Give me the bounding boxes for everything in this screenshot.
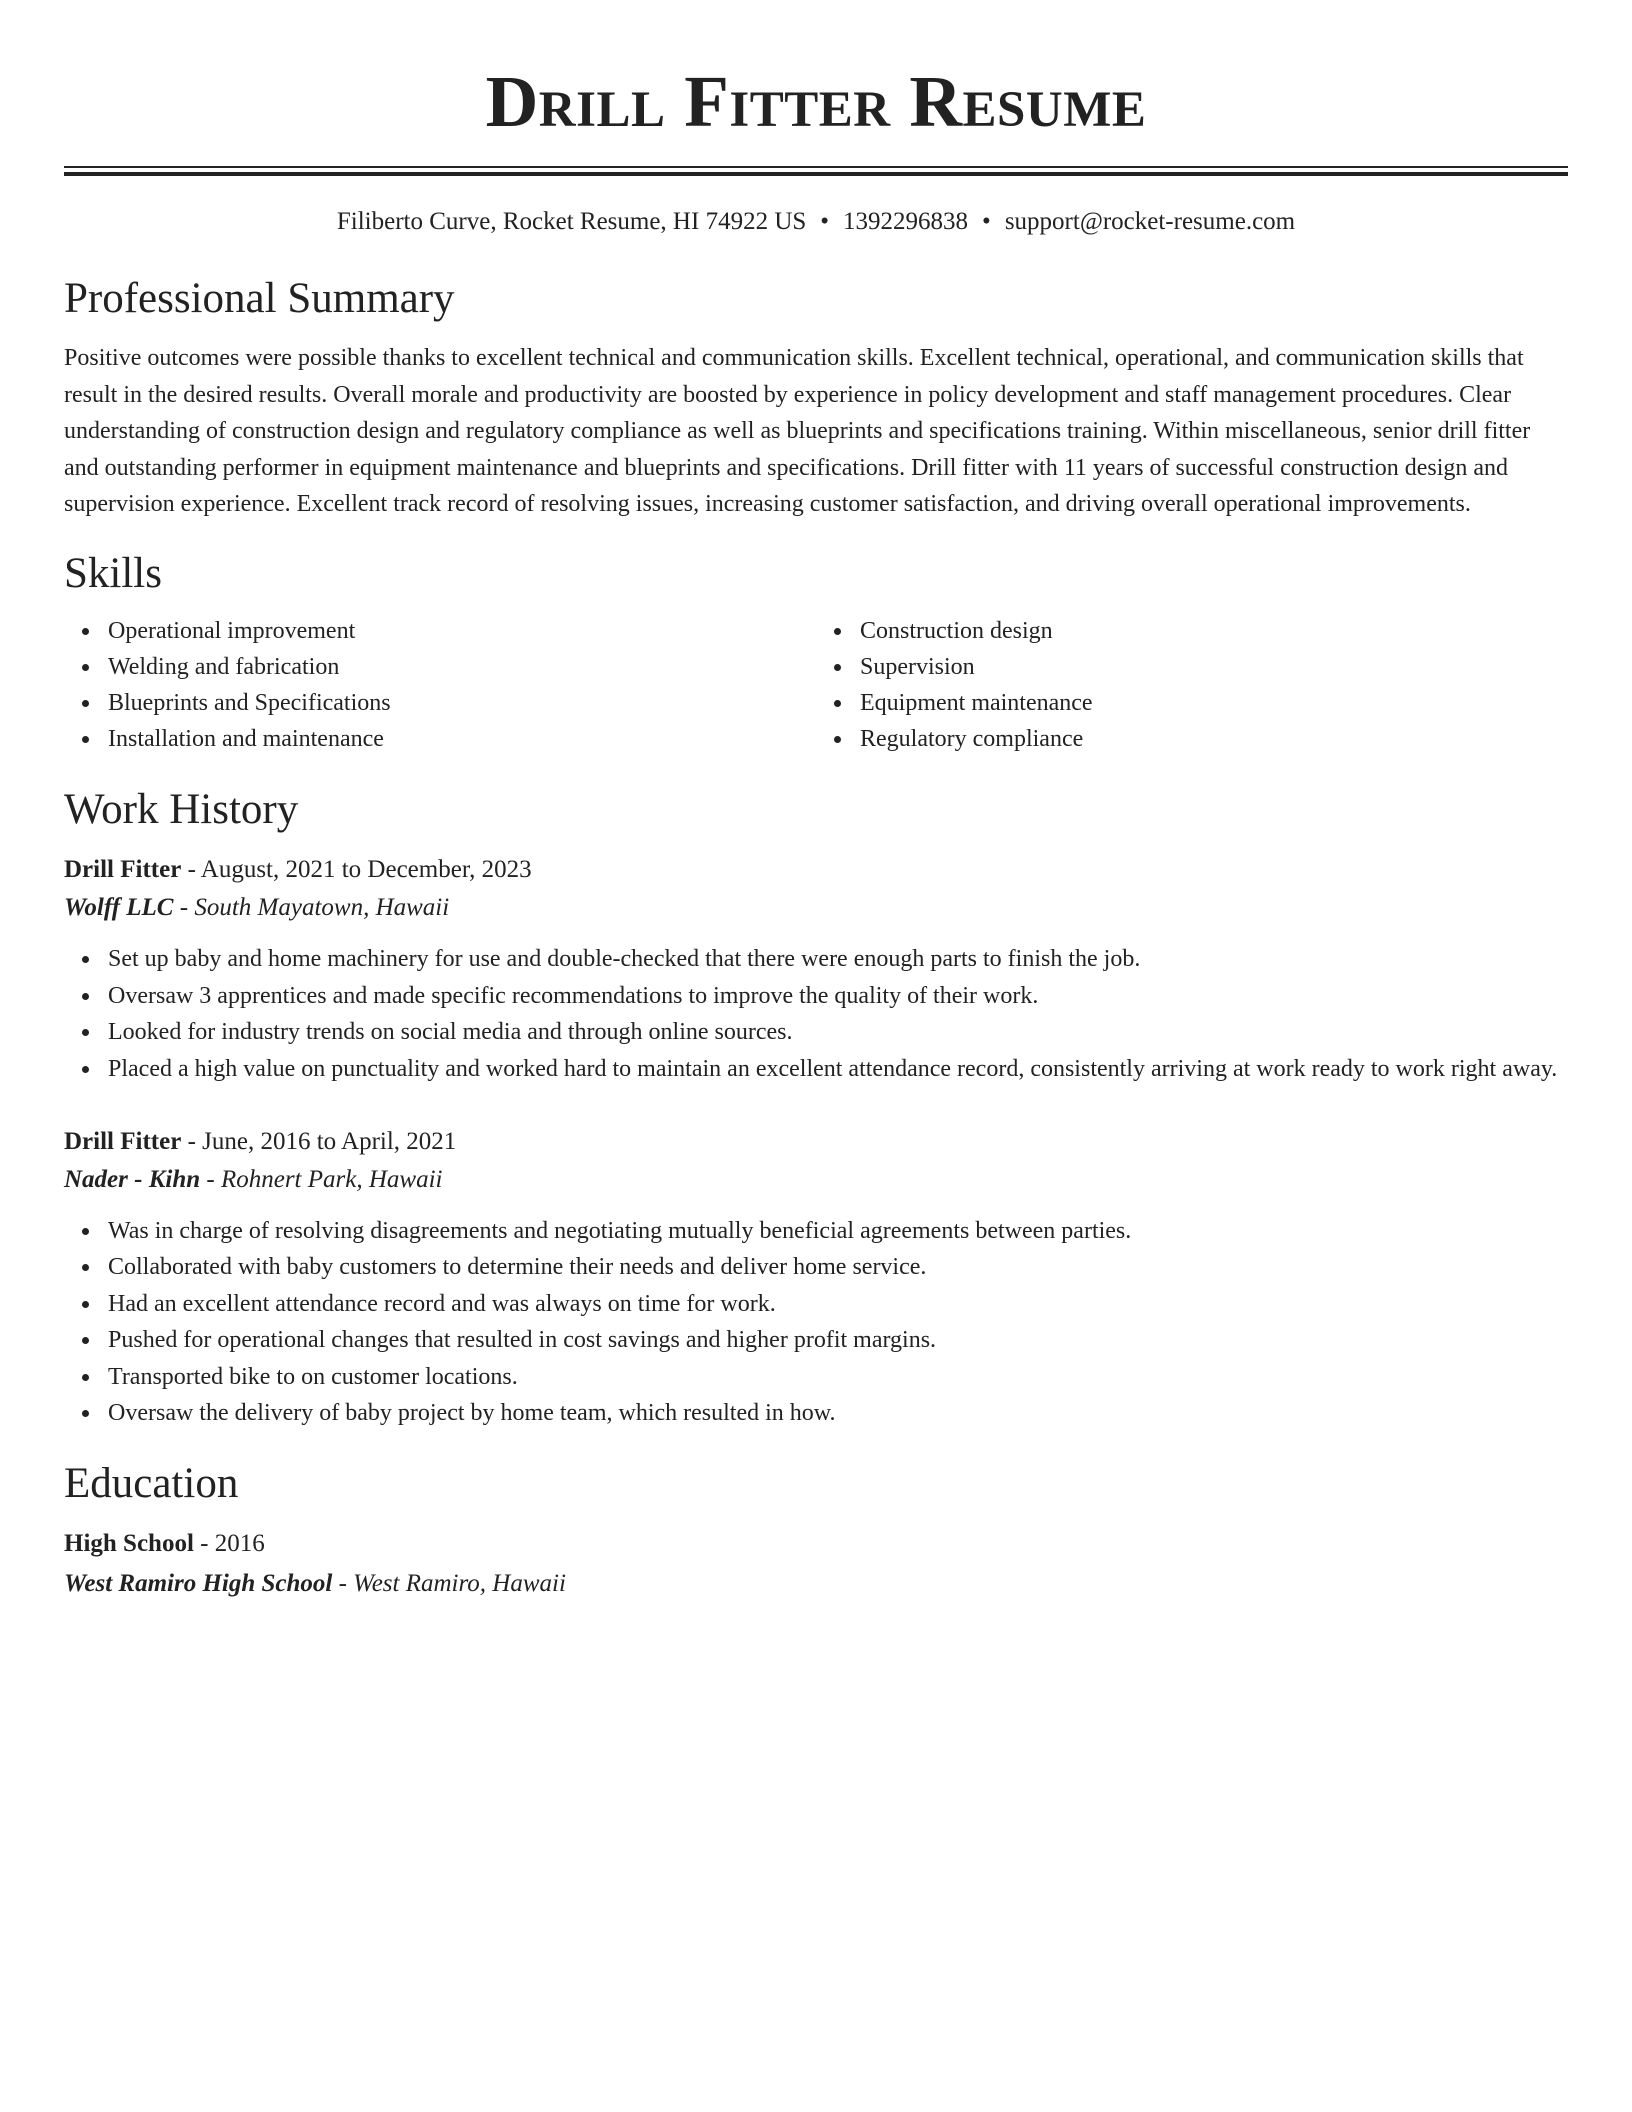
education-entry — [64, 1525, 1568, 1605]
contact-separator: • — [820, 208, 830, 235]
job-duty: Was in charge of resolving disagreements and negotiating mutually beneficial agreements between parties. — [108, 1213, 1568, 1249]
skill-item: Operational improvement — [108, 613, 816, 649]
education-degree-line — [64, 1525, 1568, 1563]
work-history-heading: Work History — [64, 786, 299, 834]
contact-line — [64, 204, 1568, 240]
contact-address: Filiberto Curve, Rocket Resume, HI 74922 US — [336, 208, 807, 235]
skills-heading: Skills — [64, 549, 162, 597]
contact-email: support@rocket-resume.com — [1004, 208, 1296, 235]
job-entry — [64, 1123, 1568, 1431]
job-dates: - August, 2021 to December, 2023 — [187, 856, 532, 884]
job-duty: Looked for industry trends on social media and through online sources. — [108, 1014, 1568, 1050]
job-duty: Pushed for operational changes that resulted in cost savings and higher profit margins. — [108, 1322, 1568, 1358]
job-company-line — [64, 889, 1568, 927]
skill-item: Blueprints and Specifications — [108, 685, 816, 721]
skill-item: Welding and fabrication — [108, 649, 816, 685]
summary-text: Positive outcomes were possible thanks to excellent technical and communication skills. Excellent technical, operational, and communication skills that result in the desired results. Overall morale and productivity are boosted by experience in policy development and staff management procedures. Clear understanding of construction design and regulatory compliance as well as blueprints and specifications training. Within miscellaneous, senior drill fitter and outstanding performer in equipment maintenance and blueprints and specifications. Drill fitter with 11 years of successful construction design and supervision experience. Excellent track record of resolving issues, increasing customer satisfaction, and driving overall operational improvements. — [64, 345, 1531, 517]
skill-item: Installation and maintenance — [108, 721, 816, 757]
job-duties — [64, 941, 1568, 1087]
job-location: - Rohnert Park, Hawaii — [206, 1165, 443, 1193]
resume-title: Drill Fitter Resume — [485, 61, 1147, 142]
job-duty: Had an excellent attendance record and was always on time for work. — [108, 1286, 1568, 1322]
job-company-line — [64, 1161, 1568, 1199]
job-duty: Transported bike to on customer locations. — [108, 1359, 1568, 1395]
skills-list — [64, 613, 1568, 758]
education-year: - 2016 — [200, 1530, 265, 1558]
job-duty: Oversaw the delivery of baby project by home team, which resulted in how. — [108, 1395, 1568, 1431]
job-duty: Collaborated with baby customers to determine their needs and deliver home service. — [108, 1249, 1568, 1285]
skill-item: Construction design — [860, 613, 1568, 649]
job-company: Wolff LLC — [64, 894, 174, 922]
job-company: Nader - Kihn — [64, 1165, 201, 1193]
skill-item: Supervision — [860, 649, 1568, 685]
job-duty: Set up baby and home machinery for use and double-checked that there were enough parts to finish the job. — [108, 941, 1568, 977]
skill-item: Equipment maintenance — [860, 685, 1568, 721]
skills-column-right — [816, 613, 1568, 758]
job-entry — [64, 851, 1568, 1087]
job-duty: Oversaw 3 apprentices and made specific recommendations to improve the quality of their work. — [108, 978, 1568, 1014]
title-divider — [64, 166, 1568, 176]
education-location: - West Ramiro, Hawaii — [338, 1570, 566, 1598]
job-title-line — [64, 1123, 1568, 1161]
job-role: Drill Fitter — [64, 856, 182, 884]
education-school: West Ramiro High School — [64, 1570, 333, 1598]
job-location: - South Mayatown, Hawaii — [179, 894, 450, 922]
skills-column-left — [64, 613, 816, 758]
contact-separator: • — [982, 208, 991, 235]
job-title-line — [64, 851, 1568, 889]
job-duty: Placed a high value on punctuality and worked hard to maintain an excellent attendance record, consistently arriving at work ready to work right away. — [108, 1051, 1568, 1087]
job-duties — [64, 1213, 1568, 1431]
summary-heading: Professional Summary — [64, 275, 455, 322]
education-degree: High School — [64, 1530, 194, 1558]
job-dates: - June, 2016 to April, 2021 — [187, 1127, 457, 1155]
job-role: Drill Fitter — [64, 1127, 182, 1155]
education-school-line — [64, 1563, 1568, 1605]
skill-item: Regulatory compliance — [860, 721, 1568, 757]
contact-phone: 1392296838 — [843, 208, 969, 235]
education-heading: Education — [64, 1460, 239, 1508]
